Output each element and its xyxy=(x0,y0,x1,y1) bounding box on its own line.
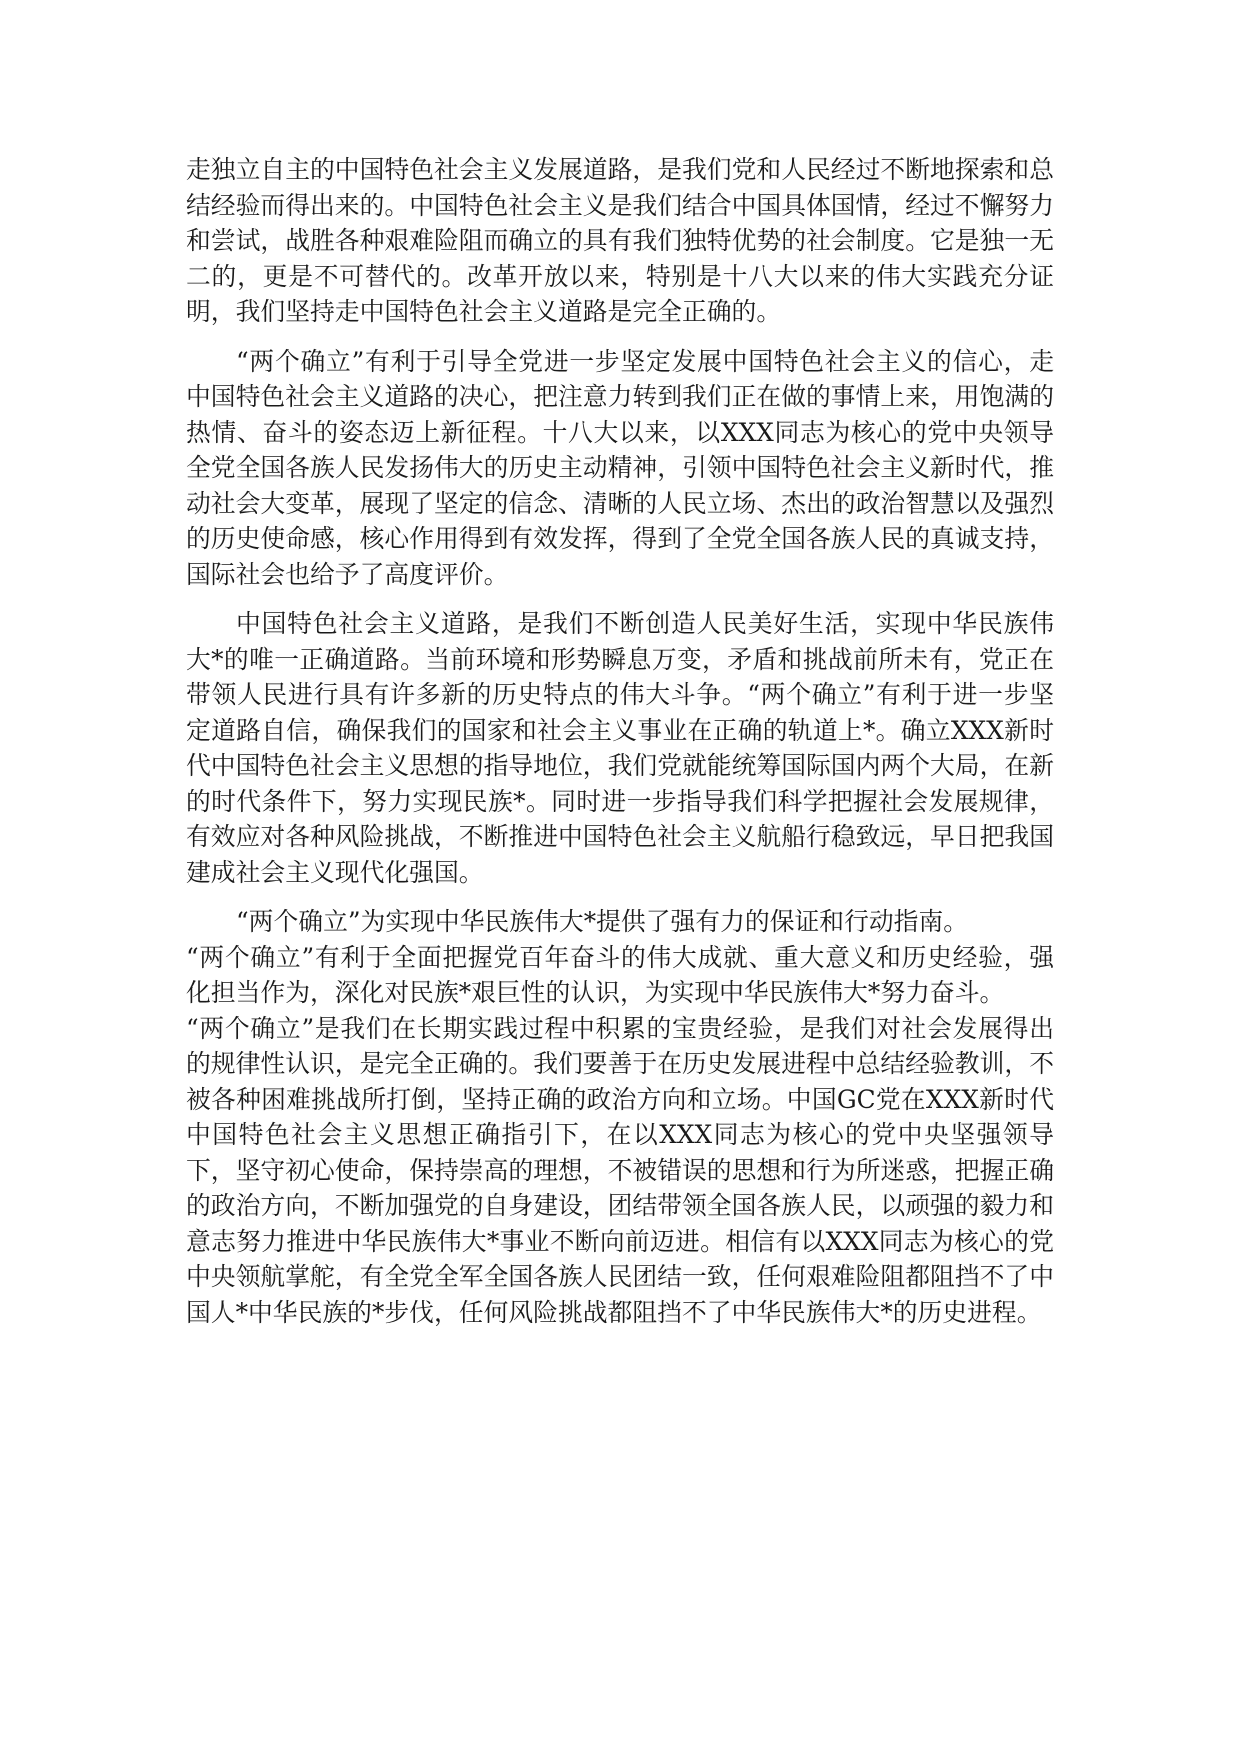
paragraph-6: “两个确立”是我们在长期实践过程中积累的宝贵经验，是我们对社会发展得出的规律性认识，是完全正确的。我们要善于在历史发展进程中总结经验教训，不被各种困难挑战所打倒，坚持正确的政治方向和立场。中国GC党在XXX新时代中国特色社会主义思想正确指引下，在以XXX同志为核心的党中央坚强领导下，坚守初心使命，保持崇高的理想，不被错误的思想和行为所迷惑，把握正确的政治方向，不断加强党的自身建设，团结带领全国各族人民，以顽强的毅力和意志努力推进中华民族伟大*事业不断向前迈进。相信有以XXX同志为核心的党中央领航掌舵，有全党全军全国各族人民团结一致，任何艰难险阻都阻挡不了中国人*中华民族的*步伐，任何风险挑战都阻挡不了中华民族伟大*的历史进程。 xyxy=(186,1013,1054,1327)
paragraph-1: 走独立自主的中国特色社会主义发展道路，是我们党和人民经过不断地探索和总结经验而得出来的。中国特色社会主义是我们结合中国具体国情，经过不懈努力和尝试，战胜各种艰难险阻而确立的具有我们独特优势的社会制度。它是独一无二的，更是不可替代的。改革开放以来，特别是十八大以来的伟大实践充分证明，我们坚持走中国特色社会主义道路是完全正确的。 xyxy=(186,155,1054,326)
document-body xyxy=(186,152,1054,1344)
paragraph-4: “两个确立”为实现中华民族伟大*提供了强有力的保证和行动指南。 xyxy=(236,907,969,936)
paragraph-2: “两个确立”有利于引导全党进一步坚定发展中国特色社会主义的信心，走中国特色社会主义道路的决心，把注意力转到我们正在做的事情上来，用饱满的热情、奋斗的姿态迈上新征程。十八大以来，以XXX同志为核心的党中央领导全党全国各族人民发扬伟大的历史主动精神，引领中国特色社会主义新时代，推动社会大变革，展现了坚定的信念、清晰的人民立场、杰出的政治智慧以及强烈的历史使命感，核心作用得到有效发挥，得到了全党全国各族人民的真诚支持，国际社会也给予了高度评价。 xyxy=(186,346,1054,589)
paragraph-5: “两个确立”有利于全面把握党百年奋斗的伟大成就、重大意义和历史经验，强化担当作为，深化对民族*艰巨性的认识，为实现中华民族伟大*努力奋斗。 xyxy=(186,942,1054,1007)
paragraph-3: 中国特色社会主义道路，是我们不断创造人民美好生活，实现中华民族伟大*的唯一正确道路。当前环境和形势瞬息万变，矛盾和挑战前所未有，党正在带领人民进行具有许多新的历史特点的伟大斗争。“两个确立”有利于进一步坚定道路自信，确保我们的国家和社会主义事业在正确的轨道上*。确立XXX新时代中国特色社会主义思想的指导地位，我们党就能统筹国际国内两个大局，在新的时代条件下，努力实现民族*。同时进一步指导我们科学把握社会发展规律，有效应对各种风险挑战，不断推进中国特色社会主义航船行稳致远，早日把我国建成社会主义现代化强国。 xyxy=(186,609,1054,887)
